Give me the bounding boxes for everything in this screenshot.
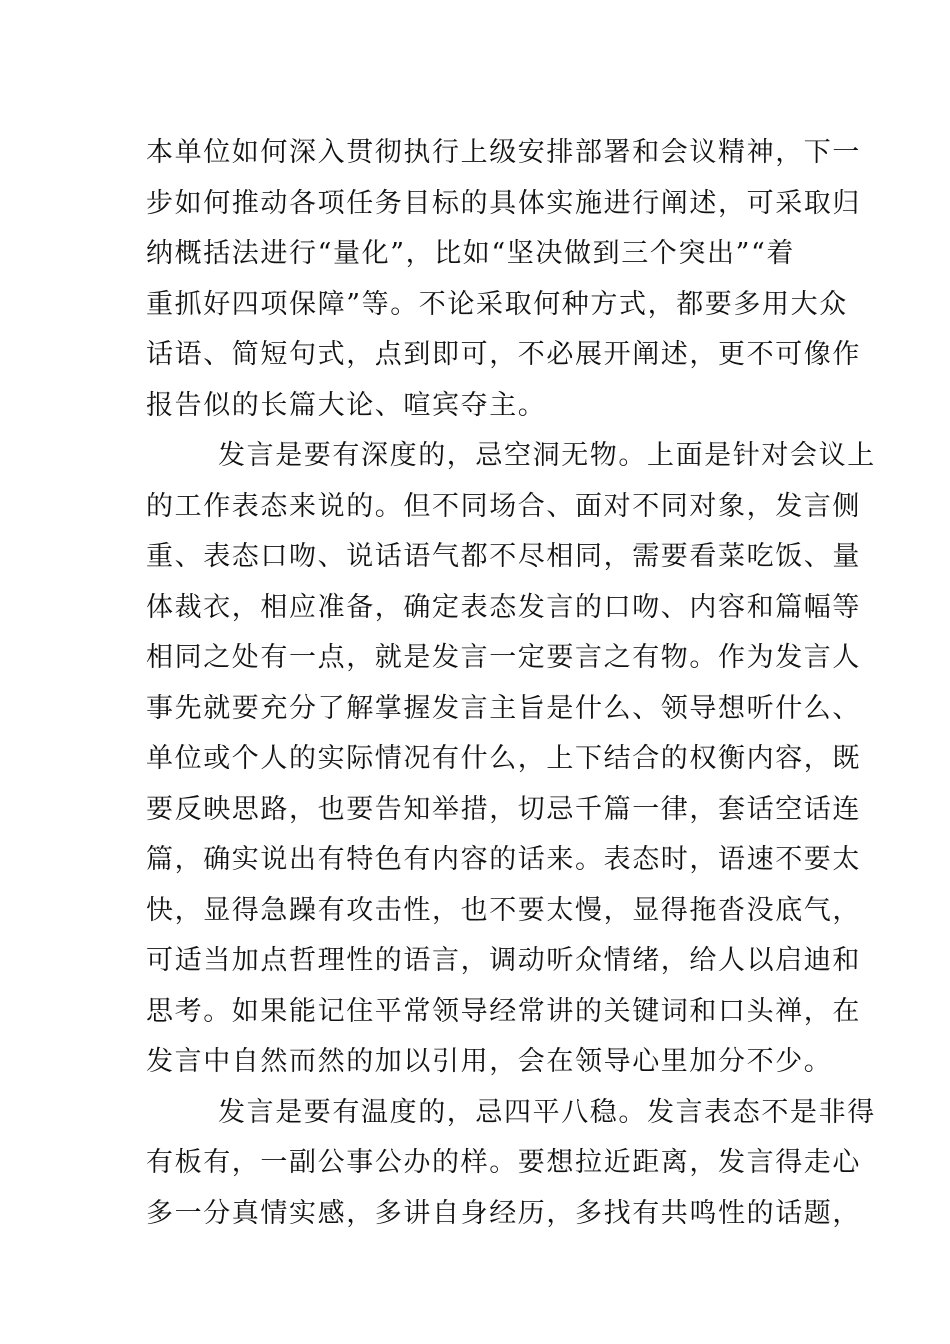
text-line: 步如何推动各项任务目标的具体实施进行阐述，可采取归 [146,187,861,219]
text-line: 的工作表态来说的。但不同场合、面对不同对象，发言侧 [146,490,861,522]
text-line: 发言是要有温度的，忌四平八稳。发言表态不是非得 [218,1096,876,1128]
paragraph-2 [146,431,876,1088]
text-line: 单位或个人的实际情况有什么，上下结合的权衡内容，既 [146,743,861,774]
text-line: 快，显得急躁有攻击性，也不要太慢，显得拖沓没底气， [146,894,861,926]
text-line: 发言中自然而然的加以引用，会在领导心里加分不少。 [146,1046,833,1077]
document-body [146,128,876,1239]
text-line: 体裁衣，相应准备，确定表态发言的口吻、内容和篇幅等 [146,591,861,623]
text-line: 发言是要有深度的，忌空洞无物。上面是针对会议上 [218,440,876,471]
text-line: 话语、简短句式，点到即可，不必展开阐述，更不可像作 [146,339,861,370]
paragraph-1 [146,128,861,431]
text-line: 要反映思路，也要告知举措，切忌千篇一律，套话空话连 [146,793,861,825]
text-line: 本单位如何深入贯彻执行上级安排部署和会议精神，下一 [146,137,861,168]
text-line: 报告似的长篇大论、喧宾夺主。 [146,389,547,421]
text-line: 重、表态口吻、说话语气都不尽相同，需要看菜吃饭、量 [146,541,861,572]
text-line: 可适当加点哲理性的语言，调动听众情绪，给人以启迪和 [146,945,861,976]
text-line: 重抓好四项保障”等。不论采取何种方式，都要多用大众 [146,288,848,320]
text-line: 多一分真情实感，多讲自身经历，多找有共鸣性的话题， [146,1197,861,1229]
paragraph-3 [146,1088,876,1240]
text-line: 相同之处有一点，就是发言一定要言之有物。作为发言人 [146,642,861,673]
text-line: 思考。如果能记住平常领导经常讲的关键词和口头禅，在 [146,995,861,1027]
text-line: 纳概括法进行“量化”，比如“坚决做到三个突出”“着 [146,238,796,269]
text-line: 有板有，一副公事公办的样。要想拉近距离，发言得走心 [146,1147,861,1178]
text-line: 篇，确实说出有特色有内容的话来。表态时，语速不要太 [146,844,861,875]
text-line: 事先就要充分了解掌握发言主旨是什么、领导想听什么、 [146,692,861,724]
